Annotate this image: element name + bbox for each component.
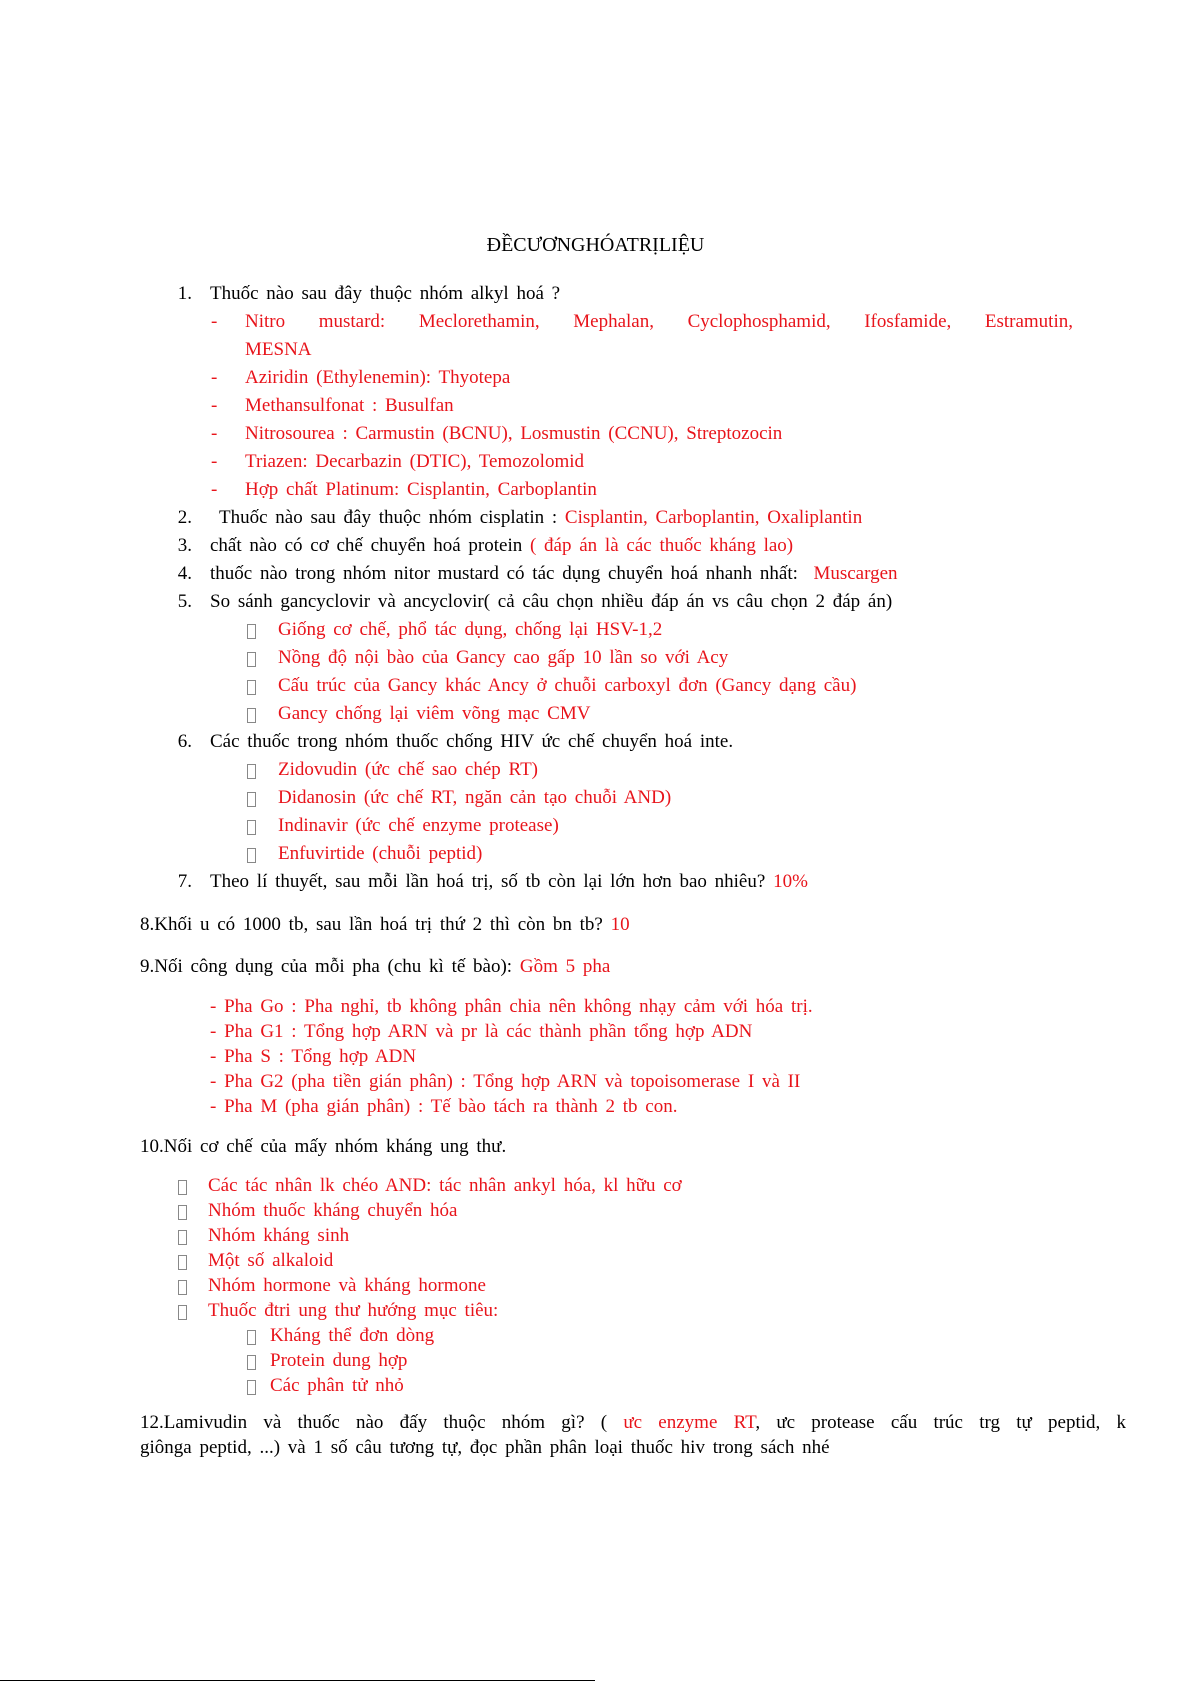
checkbox-icon bbox=[178, 1180, 187, 1195]
checkbox-icon bbox=[178, 1280, 187, 1295]
checkbox-icon bbox=[178, 1205, 187, 1220]
checkbox-icon bbox=[247, 764, 256, 779]
q12-line-2: giônga peptid, ...) và 1 số câu tương tự, đọc phần phân loại thuốc hiv trong sách nhé bbox=[140, 1437, 830, 1458]
q10-text: 10.Nối cơ chế của mấy nhóm kháng ung thư. bbox=[140, 1136, 507, 1157]
q4-line bbox=[210, 563, 898, 585]
q8-text: 8.Khối u có 1000 tb, sau lần hoá trị thứ 2 thì còn bn tb? bbox=[140, 914, 603, 935]
q7-number: 7. bbox=[177, 871, 192, 892]
q5-item: Cấu trúc của Gancy khác Ancy ở chuỗi carboxyl đơn (Gancy dạng cầu) bbox=[278, 675, 857, 696]
q12-answer: ưc enzyme RT bbox=[623, 1412, 756, 1433]
q1-item: Nitro mustard: Meclorethamin, Mephalan, Cyclophosphamid, Ifosfamide, Estramutin, bbox=[245, 311, 1073, 332]
q8-line bbox=[140, 914, 630, 936]
q5-item: Giống cơ chế, phổ tác dụng, chống lại HSV-1,2 bbox=[278, 619, 663, 640]
q3-text: chất nào có cơ chế chuyển hoá protein bbox=[210, 535, 523, 556]
q10-item: Nhóm hormone và kháng hormone bbox=[208, 1275, 486, 1296]
q9-item: - Pha G1 : Tổng hợp ARN và pr là các thành phần tổng hợp ADN bbox=[210, 1021, 753, 1042]
q3-number: 3. bbox=[177, 535, 192, 556]
q9-item: - Pha Go : Pha nghỉ, tb không phân chia nên không nhạy cảm với hóa trị. bbox=[210, 996, 813, 1017]
q12-prefix: 12.Lamivudin và thuốc nào đấy thuộc nhóm gì? ( bbox=[140, 1412, 608, 1433]
q10-item: Nhóm thuốc kháng chuyển hóa bbox=[208, 1200, 458, 1221]
q1-item: Nitrosourea : Carmustin (BCNU), Losmustin (CCNU), Streptozocin bbox=[245, 423, 783, 444]
q1-bullet: - bbox=[211, 451, 218, 472]
q5-item: Gancy chống lại viêm võng mạc CMV bbox=[278, 703, 591, 724]
q10-item: Các tác nhân lk chéo AND: tác nhân ankyl hóa, kl hữu cơ bbox=[208, 1175, 682, 1196]
q1-item: Hợp chất Platinum: Cisplantin, Carboplantin bbox=[245, 479, 597, 500]
q3-line bbox=[210, 535, 793, 557]
checkbox-icon bbox=[247, 1355, 256, 1370]
q9-item: - Pha M (pha gián phân) : Tế bào tách ra thành 2 tb con. bbox=[210, 1096, 678, 1117]
checkbox-icon bbox=[178, 1230, 187, 1245]
q4-text: thuốc nào trong nhóm nitor mustard có tác dụng chuyển hoá nhanh nhất: bbox=[210, 563, 798, 584]
q8-answer: 10 bbox=[610, 914, 630, 935]
q1-bullet: - bbox=[211, 479, 218, 500]
q1-bullet: - bbox=[211, 367, 218, 388]
q2-text: Thuốc nào sau đây thuộc nhóm cisplatin : bbox=[219, 507, 558, 528]
checkbox-icon bbox=[178, 1255, 187, 1270]
q1-text: Thuốc nào sau đây thuộc nhóm alkyl hoá ? bbox=[210, 283, 561, 304]
q10-item: Nhóm kháng sinh bbox=[208, 1225, 350, 1246]
checkbox-icon bbox=[247, 1380, 256, 1395]
q10-item: Thuốc đtri ung thư hướng mục tiêu: bbox=[208, 1300, 499, 1321]
footer-rule bbox=[0, 1680, 595, 1681]
q9-answer: Gồm 5 pha bbox=[519, 956, 611, 977]
q6-item: Zidovudin (ức chế sao chép RT) bbox=[278, 759, 538, 780]
checkbox-icon bbox=[247, 680, 256, 695]
q1-bullet: - bbox=[211, 311, 218, 332]
q1-item: Triazen: Decarbazin (DTIC), Temozolomid bbox=[245, 451, 585, 472]
q4-answer: Muscargen bbox=[813, 563, 898, 584]
q6-item: Indinavir (ức chế enzyme protease) bbox=[278, 815, 559, 836]
checkbox-icon bbox=[247, 652, 256, 667]
page-title: ĐỀCƯƠNGHÓATRỊLIỆU bbox=[486, 234, 705, 256]
q9-text: 9.Nối công dụng của mỗi pha (chu kì tế bào): bbox=[140, 956, 513, 977]
q5-number: 5. bbox=[177, 591, 192, 612]
q4-number: 4. bbox=[177, 563, 192, 584]
q10-item: Một số alkaloid bbox=[208, 1250, 334, 1271]
checkbox-icon bbox=[247, 792, 256, 807]
q7-answer: 10% bbox=[773, 871, 808, 892]
q1-item: Methansulfonat : Busulfan bbox=[245, 395, 454, 416]
checkbox-icon bbox=[178, 1305, 187, 1320]
q2-line bbox=[219, 507, 862, 529]
q5-text: So sánh gancyclovir và ancyclovir( cả câu chọn nhiều đáp án vs câu chọn 2 đáp án) bbox=[210, 591, 893, 612]
q10-subitem: Protein dung hợp bbox=[270, 1350, 408, 1371]
q3-answer: ( đáp án là các thuốc kháng lao) bbox=[529, 535, 794, 556]
checkbox-icon bbox=[247, 708, 256, 723]
q6-text: Các thuốc trong nhóm thuốc chống HIV ức chế chuyển hoá inte. bbox=[210, 731, 734, 752]
q6-item: Enfuvirtide (chuỗi peptid) bbox=[278, 843, 483, 864]
q9-item: - Pha G2 (pha tiền gián phân) : Tổng hợp ARN và topoisomerase I và II bbox=[210, 1071, 801, 1092]
q1-number: 1. bbox=[177, 283, 192, 304]
q7-line bbox=[210, 871, 808, 893]
q7-text: Theo lí thuyết, sau mỗi lần hoá trị, số tb còn lại lớn hơn bao nhiêu? bbox=[210, 871, 766, 892]
q1-item: MESNA bbox=[245, 339, 312, 360]
checkbox-icon bbox=[247, 624, 256, 639]
q1-item: Aziridin (Ethylenemin): Thyotepa bbox=[245, 367, 511, 388]
q1-bullet: - bbox=[211, 395, 218, 416]
q5-item: Nồng độ nội bào của Gancy cao gấp 10 lần so với Acy bbox=[278, 647, 729, 668]
q2-number: 2. bbox=[177, 507, 192, 528]
q1-bullet: - bbox=[211, 423, 218, 444]
q12-suffix: , ưc protease cấu trúc trg tự peptid, k bbox=[755, 1412, 1127, 1433]
checkbox-icon bbox=[247, 820, 256, 835]
q2-answer: Cisplantin, Carboplantin, Oxaliplantin bbox=[564, 507, 863, 528]
q10-subitem: Kháng thể đơn dòng bbox=[270, 1325, 435, 1346]
q10-subitem: Các phân tử nhỏ bbox=[270, 1375, 404, 1396]
q9-item: - Pha S : Tổng hợp ADN bbox=[210, 1046, 417, 1067]
q6-number: 6. bbox=[177, 731, 192, 752]
q9-line bbox=[140, 956, 610, 978]
q6-item: Didanosin (ức chế RT, ngăn cản tạo chuỗi AND) bbox=[278, 787, 672, 808]
checkbox-icon bbox=[247, 848, 256, 863]
q12-line-1 bbox=[140, 1412, 1126, 1434]
checkbox-icon bbox=[247, 1330, 256, 1345]
